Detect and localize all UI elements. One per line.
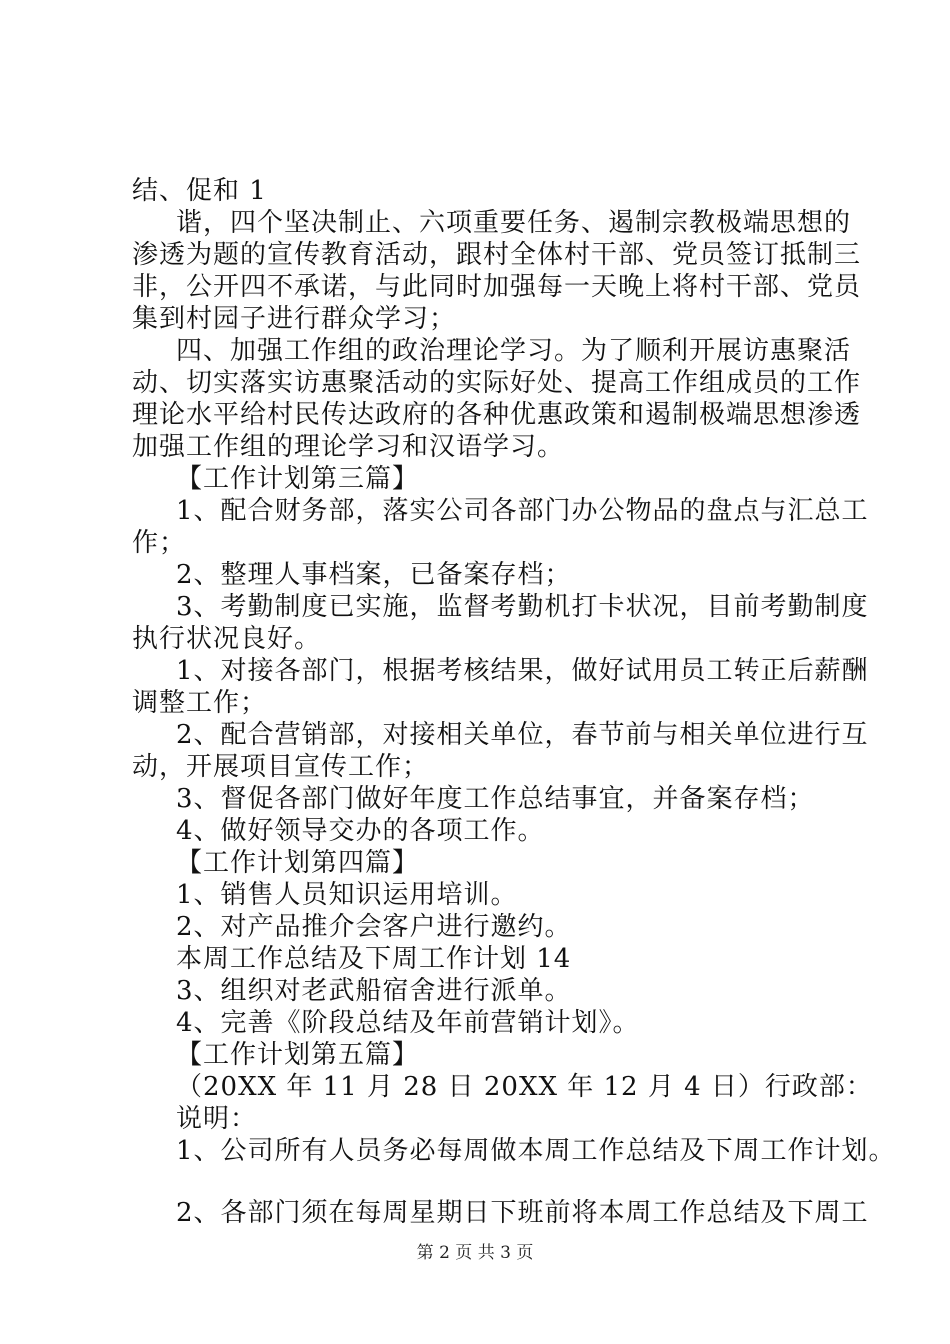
section-heading: 【工作计划第五篇】 [176,1040,420,1070]
text-line: 调整工作； [132,688,268,718]
section-heading: 【工作计划第四篇】 [176,848,420,878]
section-heading: 【工作计划第三篇】 [176,464,420,494]
text-line: 执行状况良好。 [132,624,322,654]
text-line: 3、督促各部门做好年度工作总结事宜，并备案存档； [176,784,815,814]
page-number-footer: 第 2 页 共 3 页 [416,1243,534,1263]
text-line: 2、整理人事档案，已备案存档； [176,560,572,590]
text-line: 2、各部门须在每周星期日下班前将本周工作总结及下周工 [176,1198,869,1228]
text-line: 动，开展项目宣传工作； [132,752,430,782]
text-line: 1、对接各部门，根据考核结果，做好试用员工转正后薪酬 [176,656,869,686]
text-line: 1、配合财务部，落实公司各部门办公物品的盘点与汇总工 [176,496,869,526]
text-line: 非，公开四不承诺，与此同时加强每一天晚上将村干部、党员 [132,272,862,302]
text-line: 3、组织对老武船宿舍进行派单。 [176,976,572,1006]
text-line: 2、对产品推介会客户进行邀约。 [176,912,572,942]
text-line: 3、考勤制度已实施，监督考勤机打卡状况，目前考勤制度 [176,592,869,622]
text-line: 四、加强工作组的政治理论学习。为了顺利开展访惠聚活 [176,336,852,366]
text-line: 2、配合营销部，对接相关单位，春节前与相关单位进行互 [176,720,869,750]
text-line: 理论水平给村民传达政府的各种优惠政策和遏制极端思想渗透 [132,400,862,430]
text-line: 动、切实落实访惠聚活动的实际好处、提高工作组成员的工作 [132,368,862,398]
text-line: 说明： [176,1104,258,1134]
text-line: 作； [132,528,187,558]
text-line: （20XX 年 11 月 28 日 20XX 年 12 月 4 日）行政部： [176,1072,873,1102]
text-line: 本周工作总结及下周工作计划 14 [176,944,572,974]
text-line: 集到村园子进行群众学习； [132,304,457,334]
text-line: 渗透为题的宣传教育活动，跟村全体村干部、党员签订抵制三 [132,240,862,270]
text-line: 谐，四个坚决制止、六项重要任务、遏制宗教极端思想的 [176,208,852,238]
text-line: 4、完善《阶段总结及年前营销计划》。 [176,1008,640,1038]
text-line: 1、销售人员知识运用培训。 [176,880,518,910]
text-line: 1、公司所有人员务必每周做本周工作总结及下周工作计划。 [176,1136,896,1166]
text-line: 结、促和 1 [132,176,267,206]
text-line: 4、做好领导交办的各项工作。 [176,816,545,846]
text-line: 加强工作组的理论学习和汉语学习。 [132,432,565,462]
